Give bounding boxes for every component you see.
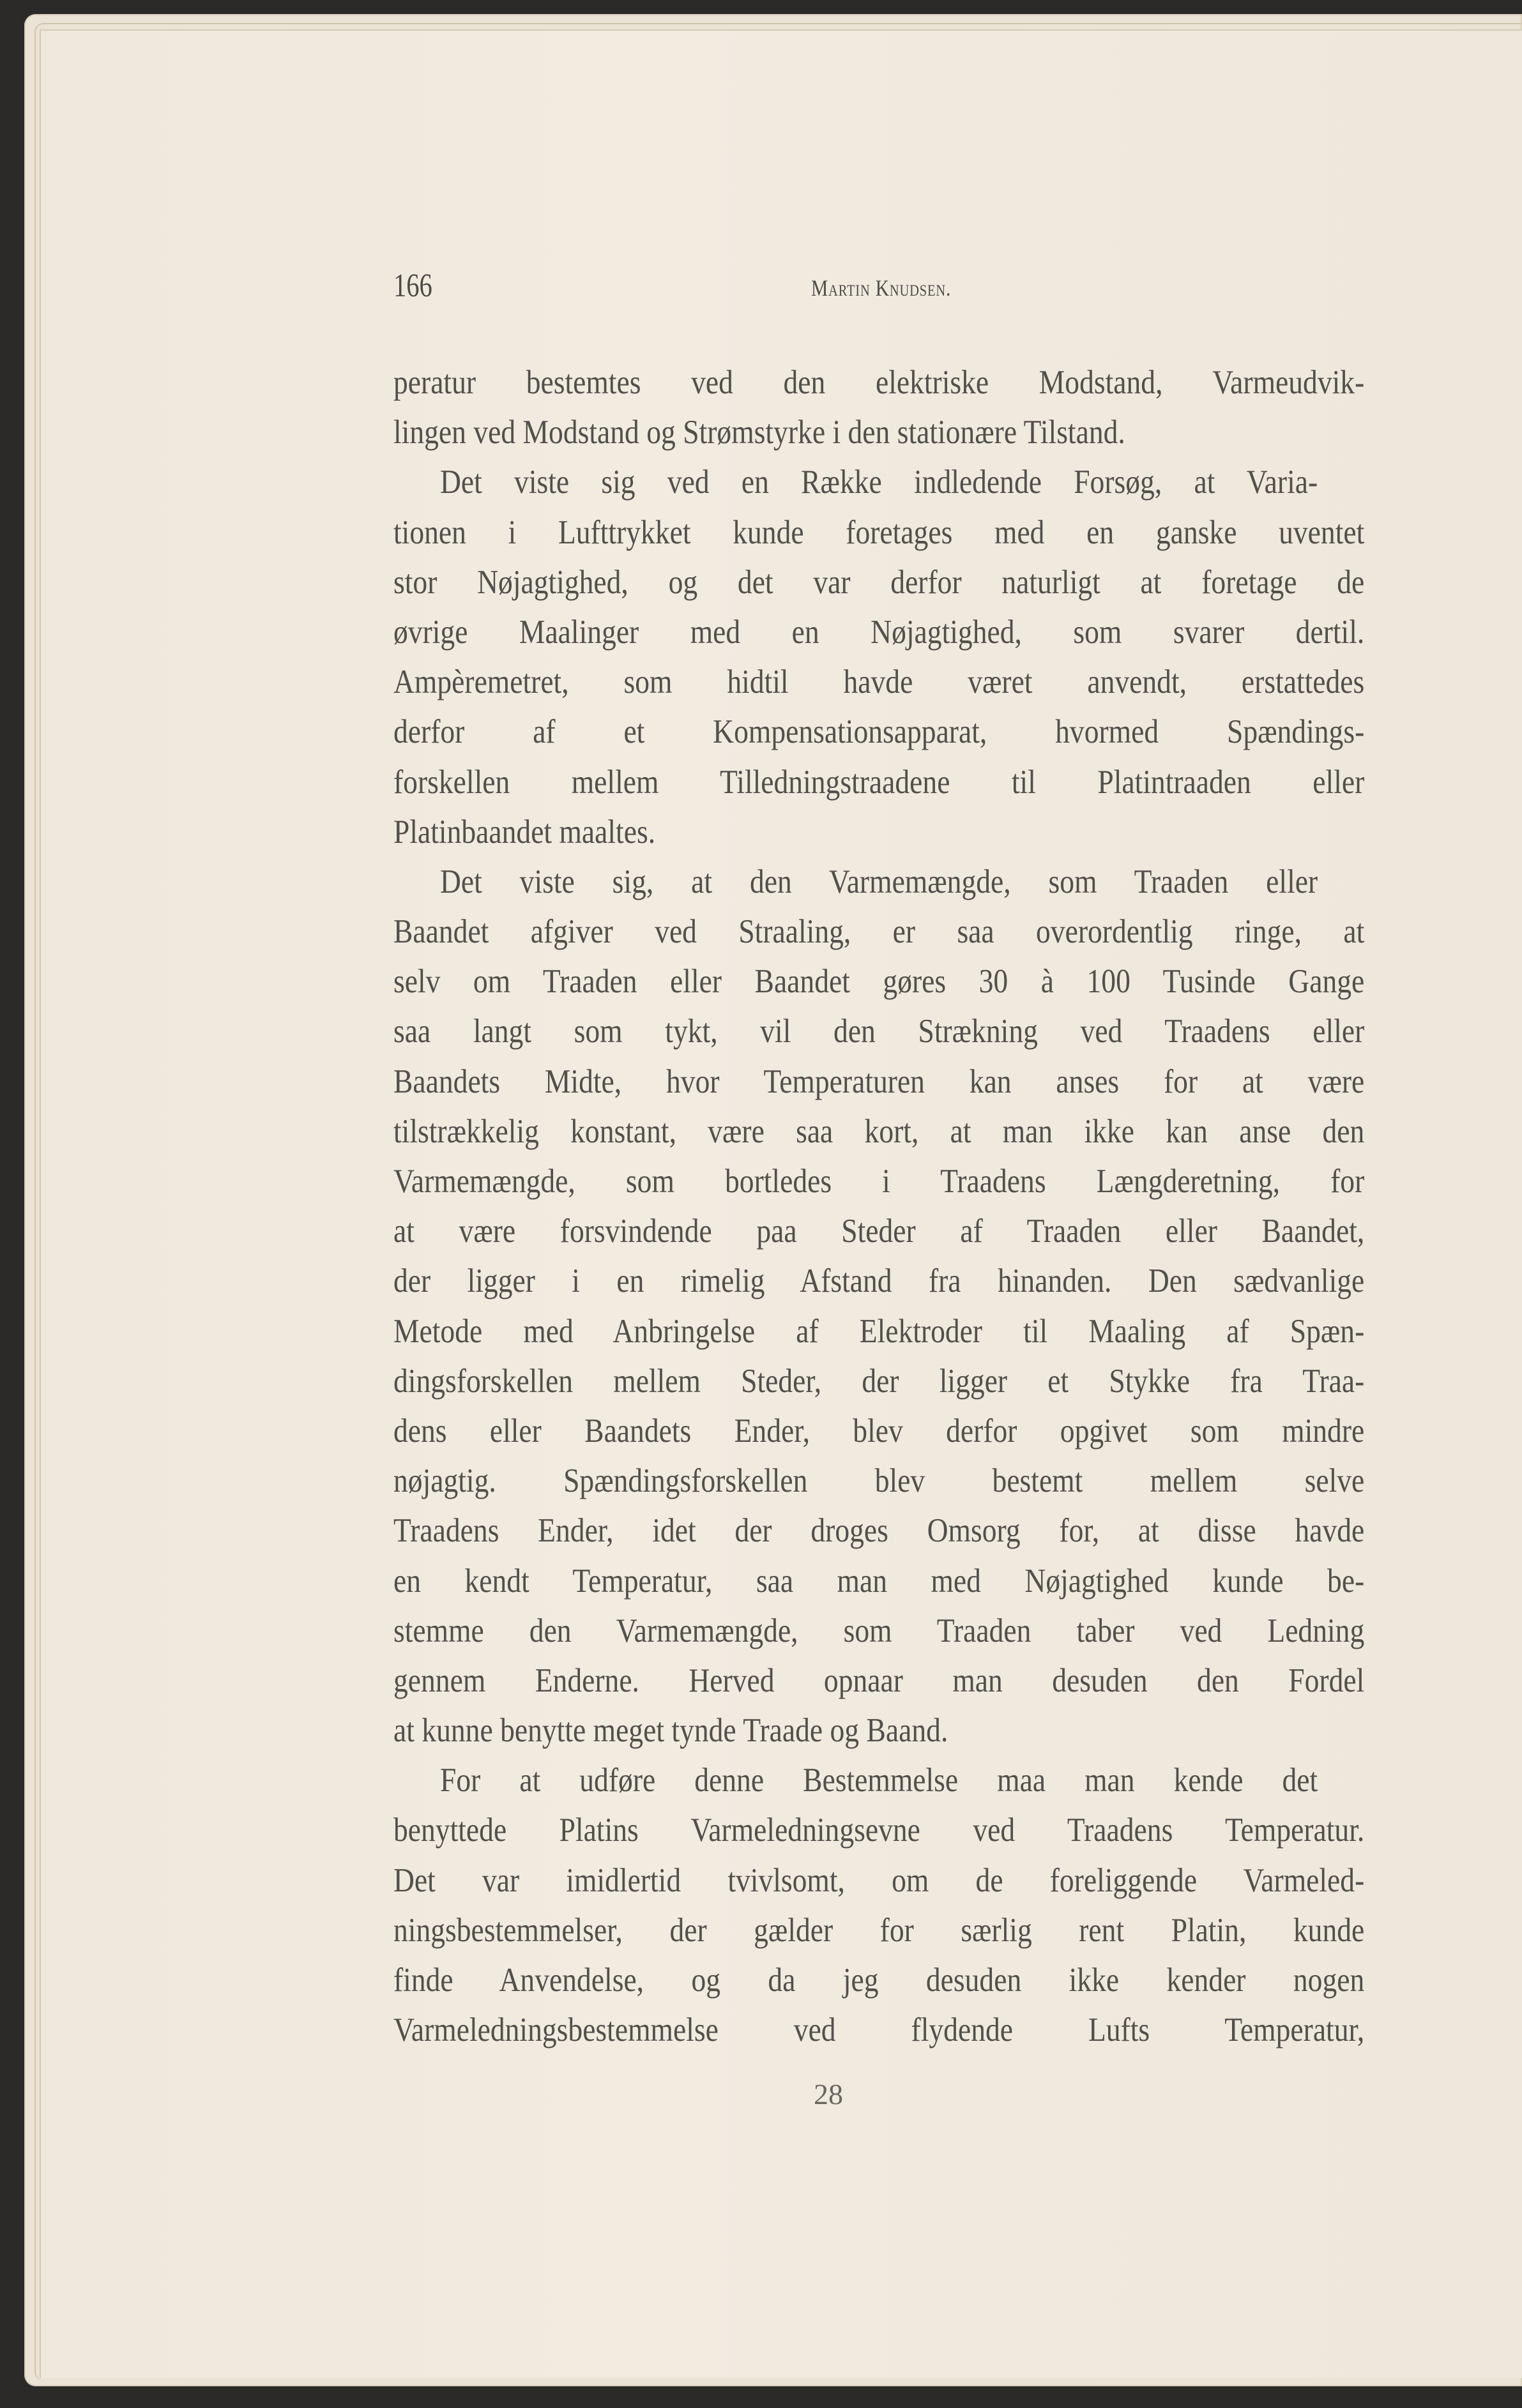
text-line [393,1955,1364,2005]
running-head-author: Martin Knudsen. [811,275,952,301]
text-line [393,1057,1364,1107]
text-line [393,1506,1364,1556]
body-text [393,358,1364,2055]
text-line-content: derfor af et Kompensationsapparat, hvormed Spændings- [393,713,1365,751]
text-line-content: Det var imidlertid tvivlsomt, om de foreliggende Varmeled- [393,1861,1365,1899]
signature-mark: 28 [814,2078,843,2110]
text-line-content: selv om Traaden eller Baandet gøres 30 à 100 Tusinde Gange [393,963,1365,1001]
text-line [393,1107,1364,1156]
text-line [393,957,1364,1006]
text-line [393,657,1364,707]
text-line-content: ningsbestemmelser, der gælder for særlig rent Platin, kunde [393,1911,1365,1949]
text-line [393,1905,1364,1955]
text-line-content: stor Nøjagtighed, og det var derfor naturligt at foretage de [393,563,1365,601]
text-line-content: peratur bestemtes ved den elektriske Modstand, Varmeudvik- [393,364,1365,401]
text-line [393,1856,1364,1905]
text-line [393,1805,1364,1855]
text-line [393,407,1364,457]
text-line-content: tilstrækkelig konstant, være saa kort, at man ikke kan anse den [393,1112,1365,1150]
text-line-content: stemme den Varmemængde, som Traaden taber ved Ledning [393,1612,1365,1649]
text-line-content: Varmeledningsbestemmelse ved flydende Lufts Temperatur, [393,2011,1365,2049]
text-line [393,1306,1364,1356]
text-line-content: finde Anvendelse, og da jeg desuden ikke kender nogen [393,1962,1365,1999]
text-line-content: Baandet afgiver ved Straaling, er saa overordentlig ringe, at [393,913,1365,951]
text-line-content: Ampèremetret, som hidtil havde været anvendt, erstattedes [393,663,1365,701]
text-line [393,1706,1364,1755]
text-line [393,457,1364,507]
text-line [393,807,1364,857]
text-line [393,1156,1364,1206]
text-line-content: For at udføre denne Bestemmelse maa man kende det [440,1762,1318,1799]
text-line-content: Det viste sig ved en Række indledende Forsøg, at Varia- [440,464,1318,501]
text-line [393,1656,1364,1706]
text-line [393,857,1364,907]
text-line-content: at kunne benytte meget tynde Traade og Baand. [393,1712,948,1750]
text-line [393,1556,1364,1606]
text-line-content: Platinbaandet maaltes. [393,813,656,851]
text-line [393,508,1364,557]
text-line-content: Metode med Anbringelse af Elektroder til Maaling af Spæn- [393,1312,1365,1350]
text-line-content: dens eller Baandets Ender, blev derfor opgivet som mindre [393,1412,1365,1450]
text-line-content: Baandets Midte, hvor Temperaturen kan anses for at være [393,1063,1365,1100]
text-line [393,707,1364,757]
text-line-content: Traadens Ender, idet der droges Omsorg for, at disse havde [393,1512,1365,1550]
text-line-content: at være forsvindende paa Steder af Traaden eller Baandet, [393,1213,1365,1250]
text-line [393,1256,1364,1306]
text-line-content: saa langt som tykt, vil den Strækning ved Traadens eller [393,1013,1365,1050]
text-line [393,1206,1364,1256]
text-line [393,607,1364,657]
text-line-content: forskellen mellem Tilledningstraadene til Platintraaden eller [393,763,1365,801]
text-line [393,1606,1364,1656]
text-line-content: der ligger i en rimelig Afstand fra hinanden. Den sædvanlige [393,1262,1365,1300]
text-line [393,2005,1364,2055]
text-line-content: øvrige Maalinger med en Nøjagtighed, som svarer dertil. [393,613,1365,651]
text-line [393,1006,1364,1056]
text-line-content: benyttede Platins Varmeledningsevne ved Traadens Temperatur. [393,1812,1365,1849]
text-line [393,1755,1364,1805]
text-line [393,358,1364,407]
text-line-content: en kendt Temperatur, saa man med Nøjagtighed kunde be- [393,1562,1365,1600]
text-line-content: dingsforskellen mellem Steder, der ligger et Stykke fra Traa- [393,1362,1365,1400]
page-number: 166 [393,268,432,304]
text-line-content: tionen i Lufttrykket kunde foretages med en ganske uventet [393,513,1365,551]
text-line-content: Det viste sig, at den Varmemængde, som Traaden eller [440,863,1318,900]
text-line-content: nøjagtig. Spændingsforskellen blev bestemt mellem selve [393,1462,1365,1500]
text-line-content: Varmemængde, som bortledes i Traadens Længderetning, for [393,1163,1365,1200]
running-head [393,267,1364,305]
text-line [393,1356,1364,1406]
text-line [393,1456,1364,1506]
book-page [40,29,1522,2378]
text-line [393,907,1364,957]
text-line-content: lingen ved Modstand og Strømstyrke i den stationære Tilstand. [393,414,1125,451]
text-line [393,557,1364,607]
text-line [393,1406,1364,1456]
text-line-content: gennem Enderne. Herved opnaar man desuden den Fordel [393,1662,1365,1699]
text-line [393,757,1364,807]
